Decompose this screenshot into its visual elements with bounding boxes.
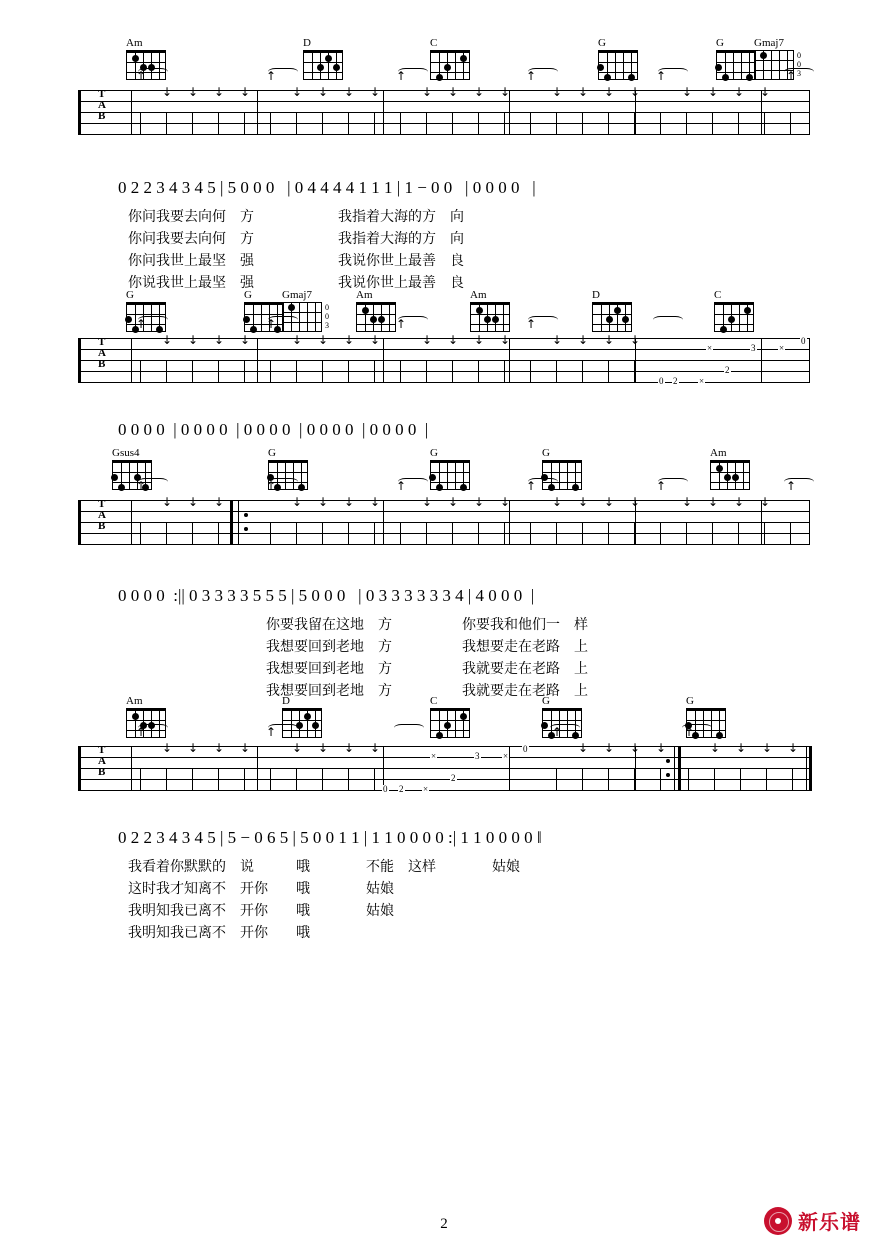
chord-grid: 0 0 3 [754, 50, 794, 80]
chord-grid [710, 460, 750, 490]
chord-diagram [126, 290, 172, 332]
chord-diagram [430, 38, 476, 80]
repeat-dot [244, 527, 248, 531]
chord-grid [716, 50, 756, 80]
tab-letter-t: T [98, 336, 106, 348]
chord-grid: 0 0 3 [282, 302, 322, 332]
tab-staff: T A B ↑ ↓ ↓ ↓ ↓ ↑ ↓ ↓ ↓ ↓ ↑ ↓ ↓ ↓ ↓ ↑ ↓ ↓ ↓ ↓ 0 2 × 2 3 × × 0 [78, 338, 810, 384]
page-number: 2 [440, 1216, 448, 1232]
chord-name: G [716, 37, 724, 49]
chord-diagram [598, 38, 644, 80]
chord-diagram [710, 448, 756, 490]
chord-grid [470, 302, 510, 332]
logo-text: 新乐谱 [798, 1212, 861, 1234]
tab-letter-b: B [98, 766, 106, 778]
melody-line: 0 2 2 3 4 3 4 5 | 5 0 0 0 | 0 4 4 4 4 1 1 1 | 1 − 0 0 | 0 0 0 0 | [118, 178, 536, 197]
lyric-line: 你说我世上最坚 强 我说你世上最善 良 [128, 274, 464, 290]
chord-grid [303, 50, 343, 80]
tab-letter-b: B [98, 110, 106, 122]
melody-line: 0 0 0 0 | 0 0 0 0 | 0 0 0 0 | 0 0 0 0 | 0 0 0 0 | [118, 420, 429, 439]
tab-letter-a: A [98, 347, 106, 359]
lyric-line: 你问我世上最坚 强 我说你世上最善 良 [128, 252, 464, 268]
tab-letter-b: B [98, 358, 106, 370]
chord-diagram [282, 290, 328, 332]
tab-letter-t: T [98, 498, 106, 510]
chord-name: C [714, 289, 722, 301]
repeat-dot [666, 773, 670, 777]
chord-grid [598, 50, 638, 80]
chord-name: G [244, 289, 252, 301]
tab-letter-a: A [98, 509, 106, 521]
chord-grid [592, 302, 632, 332]
chord-name: Am [710, 447, 727, 459]
chord-grid [430, 50, 470, 80]
tab-letter-b: B [98, 520, 106, 532]
repeat-dot [244, 513, 248, 517]
tab-staff: T A B ↑ ↓ ↓ ↓ ↓ ↑ ↓ ↓ ↓ ↓ ↑ ↓ ↓ ↓ ↓ ↑ ↓ ↓ ↓ ↓ 0 2 × 2 × 3 × 0 [78, 746, 810, 792]
site-logo [764, 1206, 861, 1235]
lyric-line: 我明知我已离不 开你 哦 姑娘 [128, 902, 394, 918]
chord-diagram [430, 448, 476, 490]
chord-diagram [430, 696, 476, 738]
chord-name: Gmaj7 [282, 289, 312, 301]
chord-grid [282, 708, 322, 738]
melody-line: 0 2 2 3 4 3 4 5 | 5 − 0 6 5 | 5 0 0 1 1 | 1 1 0 0 0 0 :| 1 1 0 0 0 0 ‖ [118, 828, 542, 847]
chord-name: Am [126, 695, 143, 707]
tab-letter-t: T [98, 88, 106, 100]
chord-name: G [686, 695, 694, 707]
chord-diagram [714, 290, 760, 332]
chord-name: Gsus4 [112, 447, 140, 459]
lyric-line: 这时我才知离不 开你 哦 姑娘 [128, 880, 394, 896]
chord-name: Gmaj7 [754, 37, 784, 49]
lyric-line: 我想要回到老地 方 我想要走在老路 上 [266, 638, 588, 654]
lyric-line: 我想要回到老地 方 我就要走在老路 上 [266, 682, 588, 698]
tab-letter-t: T [98, 744, 106, 756]
lyric-line: 你问我要去向何 方 我指着大海的方 向 [128, 230, 464, 246]
lyric-line: 你问我要去向何 方 我指着大海的方 向 [128, 208, 464, 224]
tab-staff: T A B ↑ ↓ ↓ ↓ ↑ ↓ ↓ ↓ ↓ ↑ ↓ ↓ ↓ ↓ ↑ ↓ ↓ ↓ ↓ ↑ ↓ ↓ ↓ ↓ ↑ [78, 500, 810, 546]
record-icon [764, 1207, 792, 1235]
system-1 [0, 30, 888, 290]
chord-diagram [470, 290, 516, 332]
lyric-line: 你要我留在这地 方 你要我和他们一 样 [266, 616, 588, 632]
melody-line: 0 0 0 0 :|| 0 3 3 3 3 5 5 5 | 5 0 0 0 | 0 3 3 3 3 3 3 4 | 4 0 0 0 | [118, 586, 535, 605]
chord-diagram [303, 38, 349, 80]
system-3 [0, 440, 888, 698]
chord-name: D [282, 695, 290, 707]
chord-grid [356, 302, 396, 332]
lyric-line: 我想要回到老地 方 我就要走在老路 上 [266, 660, 588, 676]
chord-name: Am [126, 37, 143, 49]
lyric-line: 我明知我已离不 开你 哦 [128, 924, 310, 940]
chord-diagram [592, 290, 638, 332]
tab-letter-a: A [98, 99, 106, 111]
chord-name: Am [470, 289, 487, 301]
chord-name: G [126, 289, 134, 301]
chord-name: G [430, 447, 438, 459]
chord-grid [430, 460, 470, 490]
chord-name: D [303, 37, 311, 49]
chord-grid [430, 708, 470, 738]
chord-name: Am [356, 289, 373, 301]
lyric-line: 我看着你默默的 说 哦 不能 这样 姑娘 [128, 858, 520, 874]
chord-name: D [592, 289, 600, 301]
tab-staff: T A B ↑ ↓ ↓ ↓ ↓ ↑ ↓ ↓ ↓ ↓ ↑ ↓ ↓ ↓ ↓ ↑ ↓ ↓ ↓ ↓ ↑ ↓ ↓ ↓ ↓ ↑ [78, 90, 810, 136]
chord-name: C [430, 37, 438, 49]
chord-name: C [430, 695, 438, 707]
repeat-dot [666, 759, 670, 763]
tab-letter-a: A [98, 755, 106, 767]
system-4 [0, 688, 888, 938]
chord-grid [714, 302, 754, 332]
system-2 [0, 282, 888, 439]
chord-name: G [268, 447, 276, 459]
chord-name: G [542, 695, 550, 707]
chord-name: G [542, 447, 550, 459]
chord-name: G [598, 37, 606, 49]
